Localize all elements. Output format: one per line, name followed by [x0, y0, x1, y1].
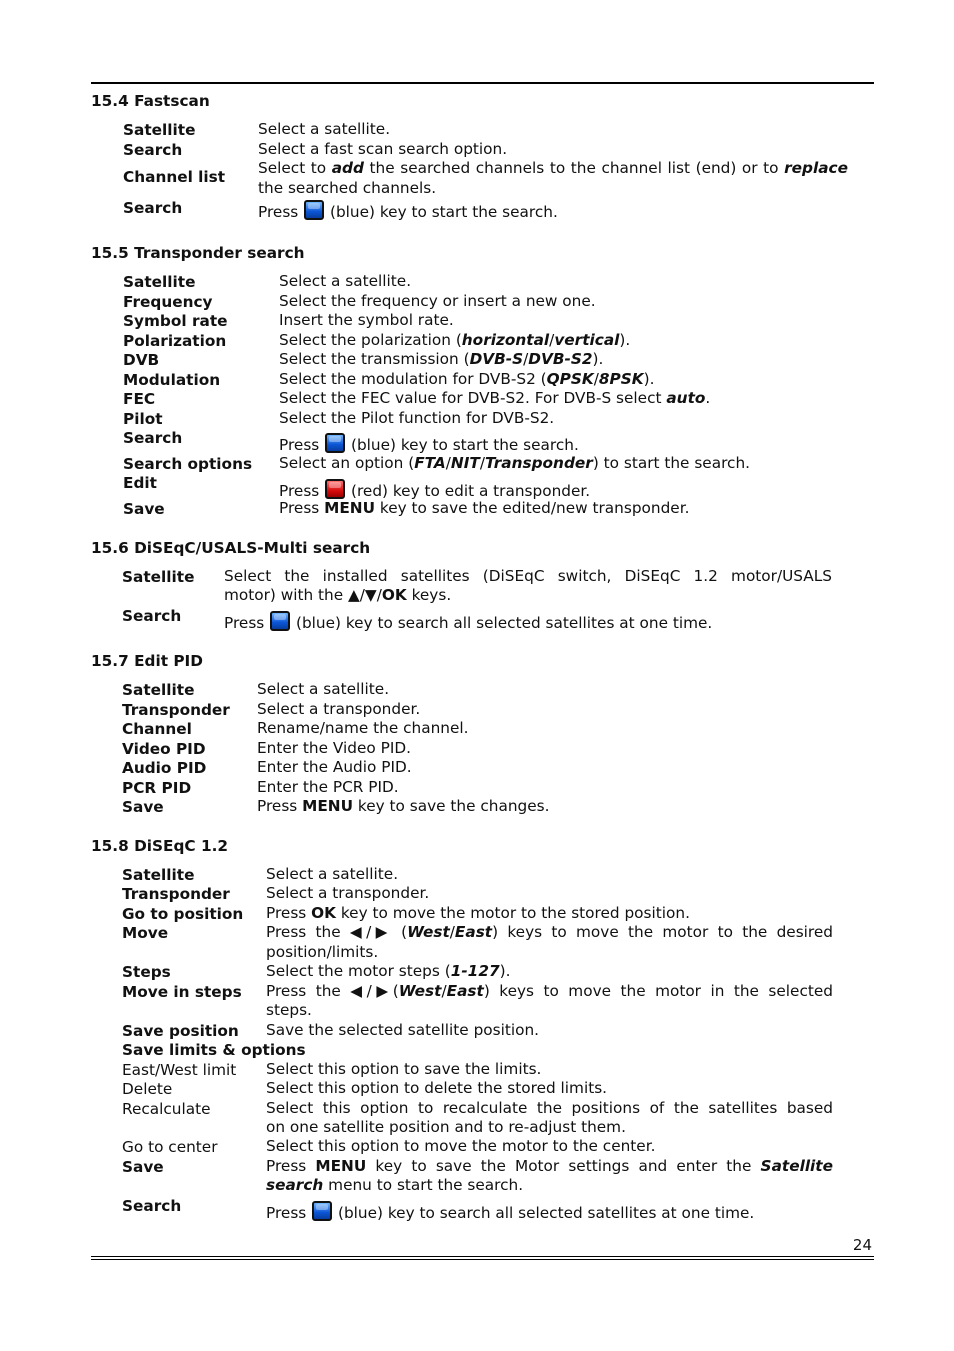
term-search: Search: [123, 141, 183, 159]
desc-recalculate-line2: on one satellite position and to re-adjust them.: [266, 1118, 626, 1136]
term-satellite: Satellite: [122, 681, 195, 699]
term-search: Search: [122, 607, 182, 625]
term-save: Save: [123, 500, 165, 518]
desc-save-line2: search menu to start the search.: [266, 1176, 524, 1194]
bottom-rule-second: [91, 1259, 874, 1260]
term-move: Move: [122, 924, 169, 942]
section-heading-transponder-search: 15.5 Transponder search: [91, 244, 305, 262]
desc-search-press: Press (blue) key to search all selected satellites at one time.: [224, 611, 712, 634]
term-polarization: Polarization: [123, 332, 227, 350]
term-search: Search: [123, 199, 183, 217]
term-go-to-center: Go to center: [122, 1138, 218, 1156]
term-modulation: Modulation: [123, 371, 221, 389]
desc-save-position: Save the selected satellite position.: [266, 1021, 540, 1039]
term-move-in-steps: Move in steps: [122, 983, 242, 1001]
desc-search-press: Press (blue) key to start the search.: [279, 433, 579, 456]
term-pilot: Pilot: [123, 410, 163, 428]
desc-move-in-steps-line2: steps.: [266, 1001, 312, 1019]
term-go-to-position: Go to position: [122, 905, 244, 923]
desc-search-options: Select an option (FTA/NIT/Transponder) to start the search.: [279, 454, 751, 472]
blue-key-icon: [325, 433, 345, 453]
term-save: Save: [122, 1158, 164, 1176]
desc-pilot: Select the Pilot function for DVB-S2.: [279, 409, 555, 427]
term-east-west-limit: East/West limit: [122, 1061, 237, 1079]
section-heading-diseqc-usals-multi-search: 15.6 DiSEqC/USALS-Multi search: [91, 539, 371, 557]
desc-search-press: Press (blue) key to start the search.: [258, 200, 558, 223]
desc-delete: Select this option to delete the stored limits.: [266, 1079, 608, 1097]
desc-dvb: Select the transmission (DVB-S/DVB-S2).: [279, 350, 604, 368]
term-satellite: Satellite: [122, 866, 195, 884]
desc-satellite: Select a satellite.: [257, 680, 390, 698]
term-edit: Edit: [123, 474, 157, 492]
blue-key-icon: [304, 200, 324, 220]
term-transponder: Transponder: [122, 701, 230, 719]
section-heading-fastscan: 15.4 Fastscan: [91, 92, 210, 110]
desc-satellite: Select a satellite.: [266, 865, 399, 883]
desc-edit-press: Press (red) key to edit a transponder.: [279, 479, 590, 502]
top-rule: [91, 82, 874, 84]
desc-move-line1: Press the ◀/▶ (West/East) keys to move the motor to the desired: [266, 923, 833, 941]
blue-key-icon: [270, 611, 290, 631]
term-satellite: Satellite: [122, 568, 195, 586]
desc-modulation: Select the modulation for DVB-S2 (QPSK/8PSK).: [279, 370, 655, 388]
term-video-pid: Video PID: [122, 740, 206, 758]
desc-go-to-position: Press OK key to move the motor to the stored position.: [266, 904, 690, 922]
bottom-rule: [91, 1256, 874, 1257]
term-fec: FEC: [123, 390, 156, 408]
term-channel-list: Channel list: [123, 168, 226, 186]
desc-save: Press MENU key to save the edited/new transponder.: [279, 499, 690, 517]
desc-east-west-limit: Select this option to save the limits.: [266, 1060, 542, 1078]
term-save-position: Save position: [122, 1022, 239, 1040]
page-number: 24: [852, 1236, 872, 1254]
desc-satellite: Select a satellite.: [279, 272, 412, 290]
desc-symbol-rate: Insert the symbol rate.: [279, 311, 454, 329]
desc-move-in-steps-line1: Press the ◀/▶(West/East) keys to move the motor in the selected: [266, 982, 833, 1000]
desc-go-to-center: Select this option to move the motor to the center.: [266, 1137, 656, 1155]
term-satellite: Satellite: [123, 121, 196, 139]
section-heading-diseqc-1-2: 15.8 DiSEqC 1.2: [91, 837, 229, 855]
term-dvb: DVB: [123, 351, 160, 369]
term-delete: Delete: [122, 1080, 173, 1098]
red-key-icon: [325, 479, 345, 499]
desc-recalculate-line1: Select this option to recalculate the positions of the satellites based: [266, 1099, 833, 1117]
term-steps: Steps: [122, 963, 171, 981]
term-satellite: Satellite: [123, 273, 196, 291]
desc-search-press: Press (blue) key to search all selected satellites at one time.: [266, 1201, 754, 1224]
desc-transponder: Select a transponder.: [257, 700, 421, 718]
desc-frequency: Select the frequency or insert a new one.: [279, 292, 596, 310]
desc-search: Select a fast scan search option.: [258, 140, 508, 158]
desc-audio-pid: Enter the Audio PID.: [257, 758, 412, 776]
term-transponder: Transponder: [122, 885, 230, 903]
desc-transponder: Select a transponder.: [266, 884, 430, 902]
desc-fec: Select the FEC value for DVB-S2. For DVB-S select auto.: [279, 389, 711, 407]
term-symbol-rate: Symbol rate: [123, 312, 228, 330]
desc-move-line2: position/limits.: [266, 943, 379, 961]
term-save: Save: [122, 798, 164, 816]
desc-video-pid: Enter the Video PID.: [257, 739, 411, 757]
term-recalculate: Recalculate: [122, 1100, 211, 1118]
term-search-options: Search options: [123, 455, 253, 473]
term-pcr-pid: PCR PID: [122, 779, 192, 797]
term-channel: Channel: [122, 720, 192, 738]
desc-save-line1: Press MENU key to save the Motor settings and enter the Satellite: [266, 1157, 833, 1175]
term-search: Search: [122, 1197, 182, 1215]
term-audio-pid: Audio PID: [122, 759, 207, 777]
desc-polarization: Select the polarization (horizontal/vertical).: [279, 331, 631, 349]
desc-save: Press MENU key to save the changes.: [257, 797, 550, 815]
desc-satellite-line2: motor) with the ▲/▼/OK keys.: [224, 586, 452, 604]
desc-steps: Select the motor steps (1-127).: [266, 962, 511, 980]
desc-satellite: Select a satellite.: [258, 120, 391, 138]
desc-pcr-pid: Enter the PCR PID.: [257, 778, 399, 796]
section-heading-edit-pid: 15.7 Edit PID: [91, 652, 203, 670]
desc-channel: Rename/name the channel.: [257, 719, 469, 737]
term-search: Search: [123, 429, 183, 447]
desc-satellite-line1: Select the installed satellites (DiSEqC switch, DiSEqC 1.2 motor/USALS: [224, 567, 832, 585]
desc-channel-list: Select to add the searched channels to the channel list (end) or to replace the searched channels.: [258, 159, 848, 197]
blue-key-icon: [312, 1201, 332, 1221]
term-save-limits-options: Save limits & options: [122, 1041, 306, 1059]
term-frequency: Frequency: [123, 293, 213, 311]
